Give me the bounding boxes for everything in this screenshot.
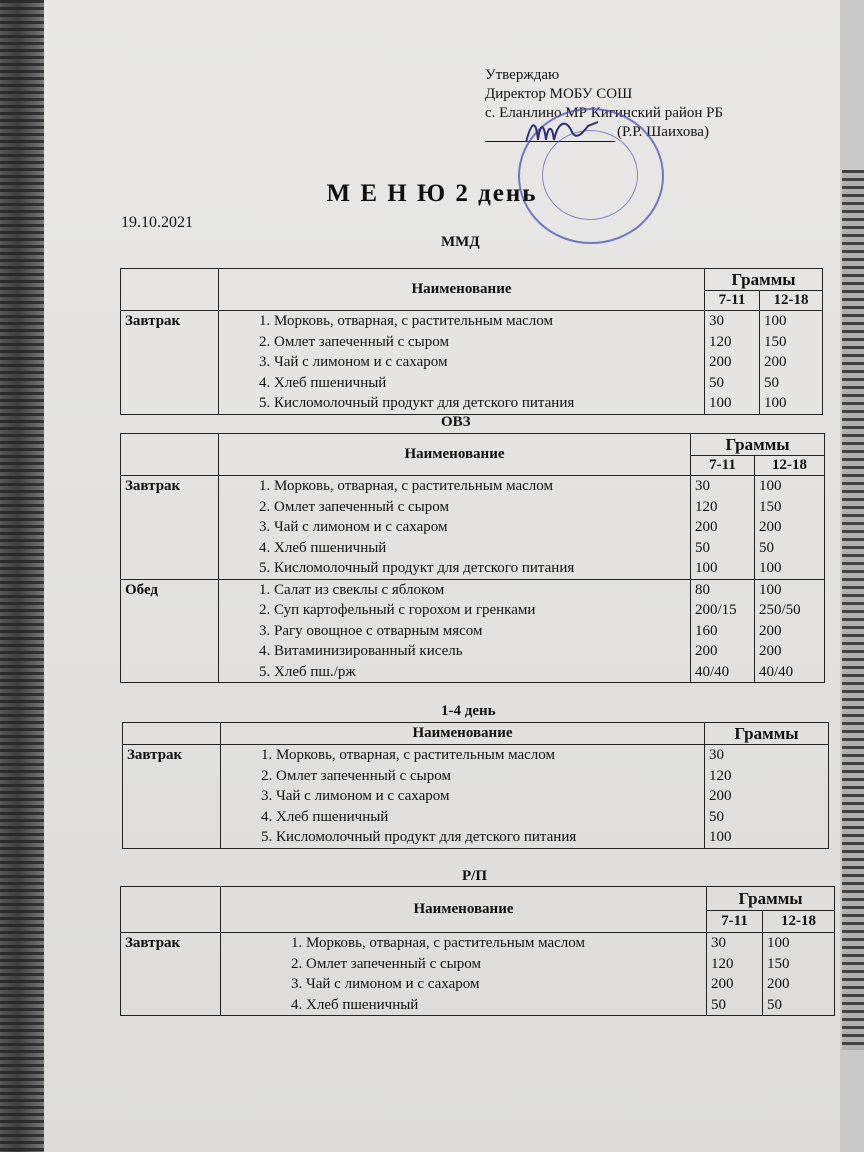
dish-list	[219, 476, 691, 580]
section-label-day14: 1-4 день	[441, 703, 496, 719]
grams-value: 120	[709, 333, 732, 350]
grams-12-18	[760, 311, 823, 415]
header-age-12-18: 12-18	[760, 291, 823, 311]
grams-value: 50	[695, 539, 710, 556]
section-label-rp: Р/П	[462, 868, 487, 884]
grams-value: 200	[709, 788, 732, 804]
dish-list	[219, 311, 705, 415]
grams-value: 120	[695, 498, 718, 515]
section-label-ovz: ОВЗ	[441, 414, 471, 430]
grams-value: 200/15	[695, 602, 737, 618]
grams-value: 50	[709, 374, 724, 391]
grams-value: 150	[767, 955, 790, 972]
meal-name: Обед	[121, 579, 219, 683]
table-rp	[120, 886, 835, 1016]
dish-list	[221, 933, 707, 1016]
grams-7-11	[707, 933, 763, 1016]
table-day14	[122, 722, 829, 849]
header-name: Наименование	[221, 723, 705, 745]
grams-value: 120	[711, 955, 734, 972]
scan-edge-right	[842, 170, 864, 1050]
approval-line-3: с. Еланлино МР Кигинский район РБ	[485, 105, 724, 121]
menu-date: 19.10.2021	[121, 214, 193, 231]
grams-12-18	[755, 579, 825, 683]
grams-value: 150	[759, 498, 782, 515]
grams-value: 50	[711, 996, 726, 1013]
grams-12-18	[755, 476, 825, 580]
grams-value: 200	[759, 519, 782, 535]
grams-value: 200	[711, 976, 734, 992]
dish-item: 5. Кисломолочный продукт для детского питания	[259, 560, 575, 576]
dish-list	[219, 579, 691, 683]
meal-name: Завтрак	[121, 311, 219, 415]
dish-item: 3. Чай с лимоном и с сахаром	[261, 788, 450, 804]
grams-value: 100	[759, 581, 782, 598]
grams-value: 120	[709, 767, 732, 784]
dish-item: 3. Чай с лимоном и с сахаром	[259, 354, 448, 370]
grams-value: 100	[709, 395, 732, 411]
grams-value: 200	[759, 622, 782, 639]
dish-item: 5. Кисломолочный продукт для детского питания	[261, 829, 577, 845]
approval-line-2: Директор МОБУ СОШ	[485, 86, 633, 102]
header-grams: Граммы	[705, 269, 823, 291]
scan-edge-left	[0, 0, 44, 1152]
grams-value: 30	[709, 747, 724, 763]
grams-value: 50	[764, 374, 779, 391]
grams-value: 200	[764, 354, 787, 370]
dish-item: 4. Хлеб пшеничный	[291, 996, 419, 1013]
grams-value: 200	[695, 519, 718, 535]
section-label-mmd: ММД	[441, 234, 480, 250]
header-name: Наименование	[219, 434, 691, 476]
dish-list	[221, 745, 705, 849]
grams-value: 100	[695, 560, 718, 576]
header-grams: Граммы	[707, 887, 835, 911]
dish-item: 2. Омлет запеченный с сыром	[261, 767, 451, 784]
dish-item: 2. Суп картофельный с горохом и гренками	[259, 602, 536, 618]
meal-name: Завтрак	[121, 933, 221, 1016]
grams-value: 30	[709, 313, 724, 329]
dish-item: 4. Хлеб пшеничный	[259, 539, 387, 556]
dish-item: 1. Морковь, отварная, с растительным маслом	[259, 313, 553, 329]
header-empty	[123, 723, 221, 745]
meal-name: Завтрак	[121, 476, 219, 580]
dish-item: 1. Салат из свеклы с яблоком	[259, 581, 445, 598]
grams-value: 30	[695, 478, 710, 494]
header-age-12-18: 12-18	[755, 456, 825, 476]
grams-value: 100	[759, 478, 782, 494]
grams-7-11	[691, 579, 755, 683]
grams-value: 50	[767, 996, 782, 1013]
dish-item: 1. Морковь, отварная, с растительным маслом	[291, 935, 585, 951]
dish-item: 4. Витаминизированный кисель	[259, 643, 463, 659]
grams-7-11	[691, 476, 755, 580]
header-age-7-11: 7-11	[707, 911, 763, 933]
dish-item: 3. Чай с лимоном и с сахаром	[291, 976, 480, 992]
header-grams: Граммы	[705, 723, 829, 745]
grams-value: 200	[759, 643, 782, 659]
grams-value: 200	[767, 976, 790, 992]
header-empty	[121, 269, 219, 311]
header-empty	[121, 434, 219, 476]
grams-value: 150	[764, 333, 787, 350]
approval-line-1: Утверждаю	[485, 67, 560, 83]
header-name: Наименование	[219, 269, 705, 311]
grams-value: 40/40	[759, 663, 794, 680]
header-empty	[121, 887, 221, 933]
page-title: М Е Н Ю 2 день	[326, 180, 538, 207]
dish-item: 2. Омлет запеченный с сыром	[259, 333, 449, 350]
grams-value: 100	[764, 395, 787, 411]
grams-value: 200	[709, 354, 732, 370]
dish-item: 4. Хлеб пшеничный	[261, 808, 389, 825]
grams-12-18	[763, 933, 835, 1016]
header-grams: Граммы	[691, 434, 825, 456]
grams-value: 100	[759, 560, 782, 576]
grams-value: 100	[764, 313, 787, 329]
grams-value: 40/40	[695, 663, 730, 680]
table-ovz	[120, 433, 825, 683]
dish-item: 3. Рагу овощное с отварным мясом	[259, 622, 483, 639]
dish-item: 4. Хлеб пшеничный	[259, 374, 387, 391]
grams-value: 100	[709, 829, 732, 845]
grams-value: 200	[695, 643, 718, 659]
dish-item: 2. Омлет запеченный с сыром	[259, 498, 449, 515]
grams-value: 100	[767, 935, 790, 951]
grams-value: 50	[759, 539, 774, 556]
header-age-7-11: 7-11	[705, 291, 760, 311]
grams-value: 50	[709, 808, 724, 825]
grams-value: 250/50	[759, 602, 801, 618]
grams-column	[705, 745, 829, 849]
header-age-12-18: 12-18	[763, 911, 835, 933]
grams-7-11	[705, 311, 760, 415]
dish-item: 1. Морковь, отварная, с растительным маслом	[259, 478, 553, 494]
header-age-7-11: 7-11	[691, 456, 755, 476]
director-name: (Р.Р. Шаихова)	[617, 124, 709, 140]
table-mmd	[120, 268, 823, 415]
grams-value: 80	[695, 581, 710, 598]
dish-item: 3. Чай с лимоном и с сахаром	[259, 519, 448, 535]
dish-item: 2. Омлет запеченный с сыром	[291, 955, 481, 972]
grams-value: 30	[711, 935, 726, 951]
header-name: Наименование	[221, 887, 707, 933]
meal-name: Завтрак	[123, 745, 221, 849]
handwritten-signature	[522, 112, 602, 152]
dish-item: 5. Хлеб пш./рж	[259, 663, 356, 680]
dish-item: 1. Морковь, отварная, с растительным маслом	[261, 747, 555, 763]
grams-value: 160	[695, 622, 718, 639]
dish-item: 5. Кисломолочный продукт для детского питания	[259, 395, 575, 411]
